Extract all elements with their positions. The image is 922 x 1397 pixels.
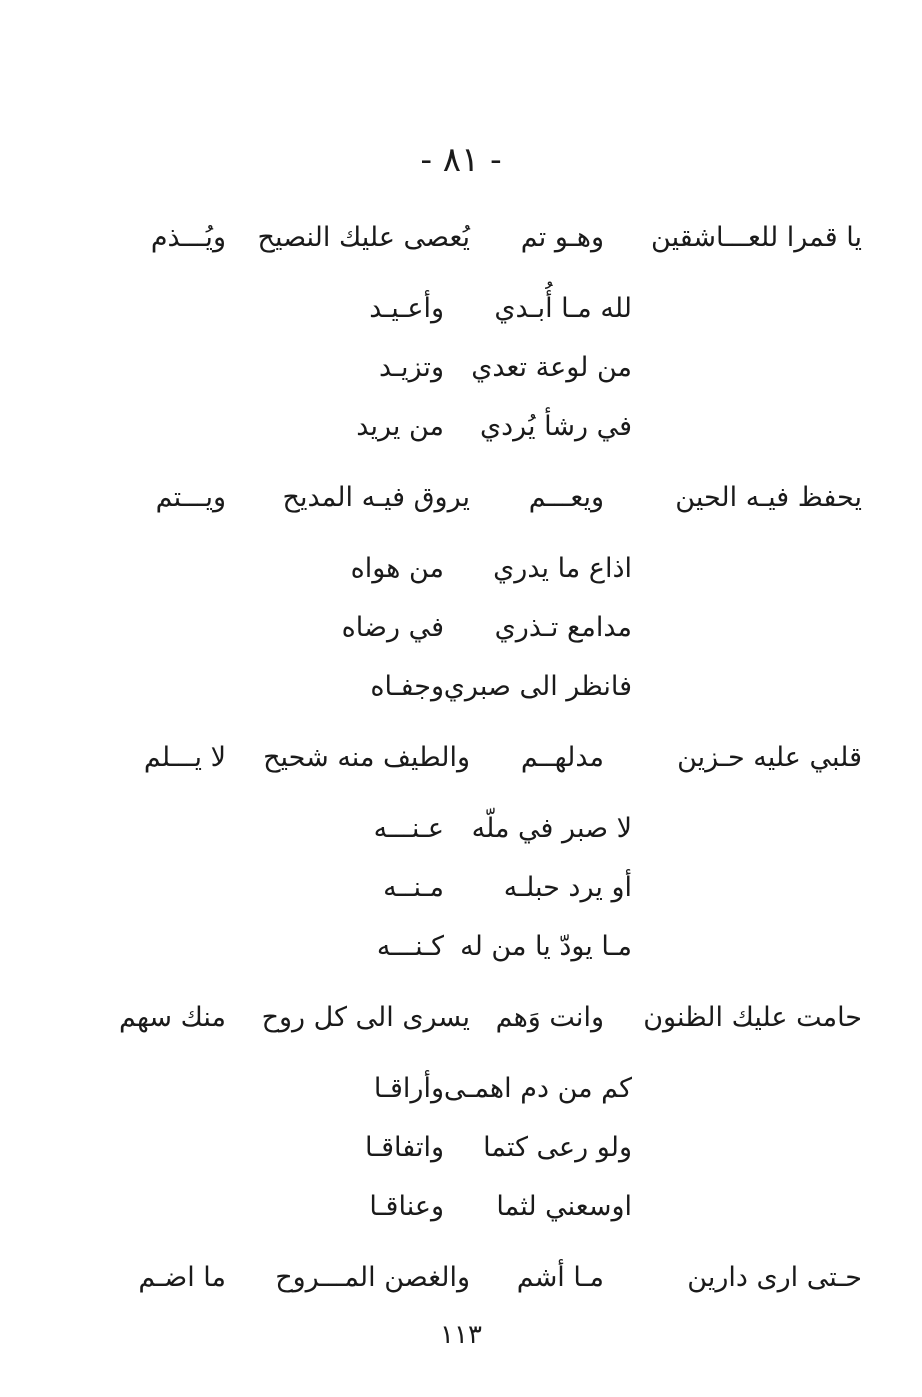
- verse-segment: وانت وَهم: [495, 1002, 604, 1033]
- refrain-segment: لا صبر في ملّه: [471, 813, 632, 844]
- refrain-segment: أو يرد حبلـه: [503, 872, 632, 903]
- refrain-segment: مـا يودّ يا من له: [460, 931, 632, 962]
- refrain-segment: اذاع ما يدري: [493, 553, 632, 584]
- verse-segment: والطيف منه شحيح: [263, 742, 470, 773]
- verse-segment: يُعصى عليك النصيح: [257, 222, 470, 253]
- refrain-line: [0, 662, 922, 712]
- verse-segment: ويـــتم: [155, 482, 226, 513]
- verse-segment: مـا أشم: [516, 1262, 604, 1293]
- verse-segment: ويُـــذم: [150, 222, 226, 253]
- refrain-line: [0, 1123, 922, 1173]
- refrain-segment: وأراقـا: [373, 1073, 444, 1104]
- refrain-segment: وتزيـد: [378, 352, 444, 383]
- verse-segment: يروق فيـه المديح: [282, 482, 470, 513]
- page-number: ١١٣: [440, 1320, 482, 1350]
- refrain-line: [0, 922, 922, 972]
- refrain-line: [0, 863, 922, 913]
- refrain-segment: لله مـا أُبـدي: [494, 293, 632, 324]
- refrain-segment: من يريد: [356, 411, 444, 442]
- refrain-line: [0, 1182, 922, 1232]
- refrain-line: [0, 343, 922, 393]
- verse-segment: لا يـــلم: [143, 742, 226, 773]
- refrain-line: [0, 603, 922, 653]
- refrain-segment: واتفاقـا: [365, 1132, 444, 1163]
- refrain-segment: مدامع تـذري: [494, 612, 632, 643]
- refrain-segment: في رضاه: [341, 612, 444, 643]
- verse-segment: منك سهم: [119, 1002, 226, 1033]
- verse-segment: والغصن المـــروح: [275, 1262, 470, 1293]
- refrain-line: [0, 804, 922, 854]
- refrain-segment: عـنـــه: [373, 813, 444, 844]
- refrain-segment: مـنــه: [383, 872, 444, 903]
- refrain-segment: وجفـاه: [370, 671, 444, 702]
- refrain-segment: فانظر الى صبري: [443, 671, 632, 702]
- refrain-segment: كـنـــه: [376, 931, 444, 962]
- refrain-segment: ولو رعى كتما: [483, 1132, 632, 1163]
- verse-segment: يسرى الى كل روح: [261, 1002, 470, 1033]
- refrain-segment: من هواه: [350, 553, 444, 584]
- verse-line: [0, 1253, 922, 1303]
- verse-segment: مدلهــم: [520, 742, 604, 773]
- verse-segment: ما اضـم: [138, 1262, 226, 1293]
- verse-line: [0, 993, 922, 1043]
- verse-line: [0, 733, 922, 783]
- verse-line: [0, 213, 922, 263]
- refrain-segment: من لوعة تعدي: [471, 352, 632, 383]
- refrain-line: [0, 284, 922, 334]
- verse-segment: يا قمرا للعـــاشقين: [651, 222, 862, 253]
- verse-segment: يحفظ فيـه الحين: [675, 482, 862, 513]
- refrain-segment: اوسعني لثما: [496, 1191, 632, 1222]
- page-heading-number: - ٨١ -: [420, 140, 502, 180]
- refrain-line: [0, 544, 922, 594]
- verse-segment: قلبي عليه حـزين: [677, 742, 862, 773]
- refrain-segment: وعناقـا: [369, 1191, 444, 1222]
- verse-segment: ويعـــم: [528, 482, 604, 513]
- verse-segment: حـتى ارى دارين: [687, 1262, 862, 1293]
- refrain-segment: في رشأ يُردي: [479, 411, 632, 442]
- verse-line: [0, 473, 922, 523]
- refrain-segment: وأعـيـد: [369, 293, 444, 324]
- verse-segment: حامت عليك الظنون: [643, 1002, 862, 1033]
- refrain-line: [0, 402, 922, 452]
- verse-segment: وهـو تم: [520, 222, 604, 253]
- refrain-line: [0, 1064, 922, 1114]
- refrain-segment: كم من دم اهمـى: [443, 1073, 632, 1104]
